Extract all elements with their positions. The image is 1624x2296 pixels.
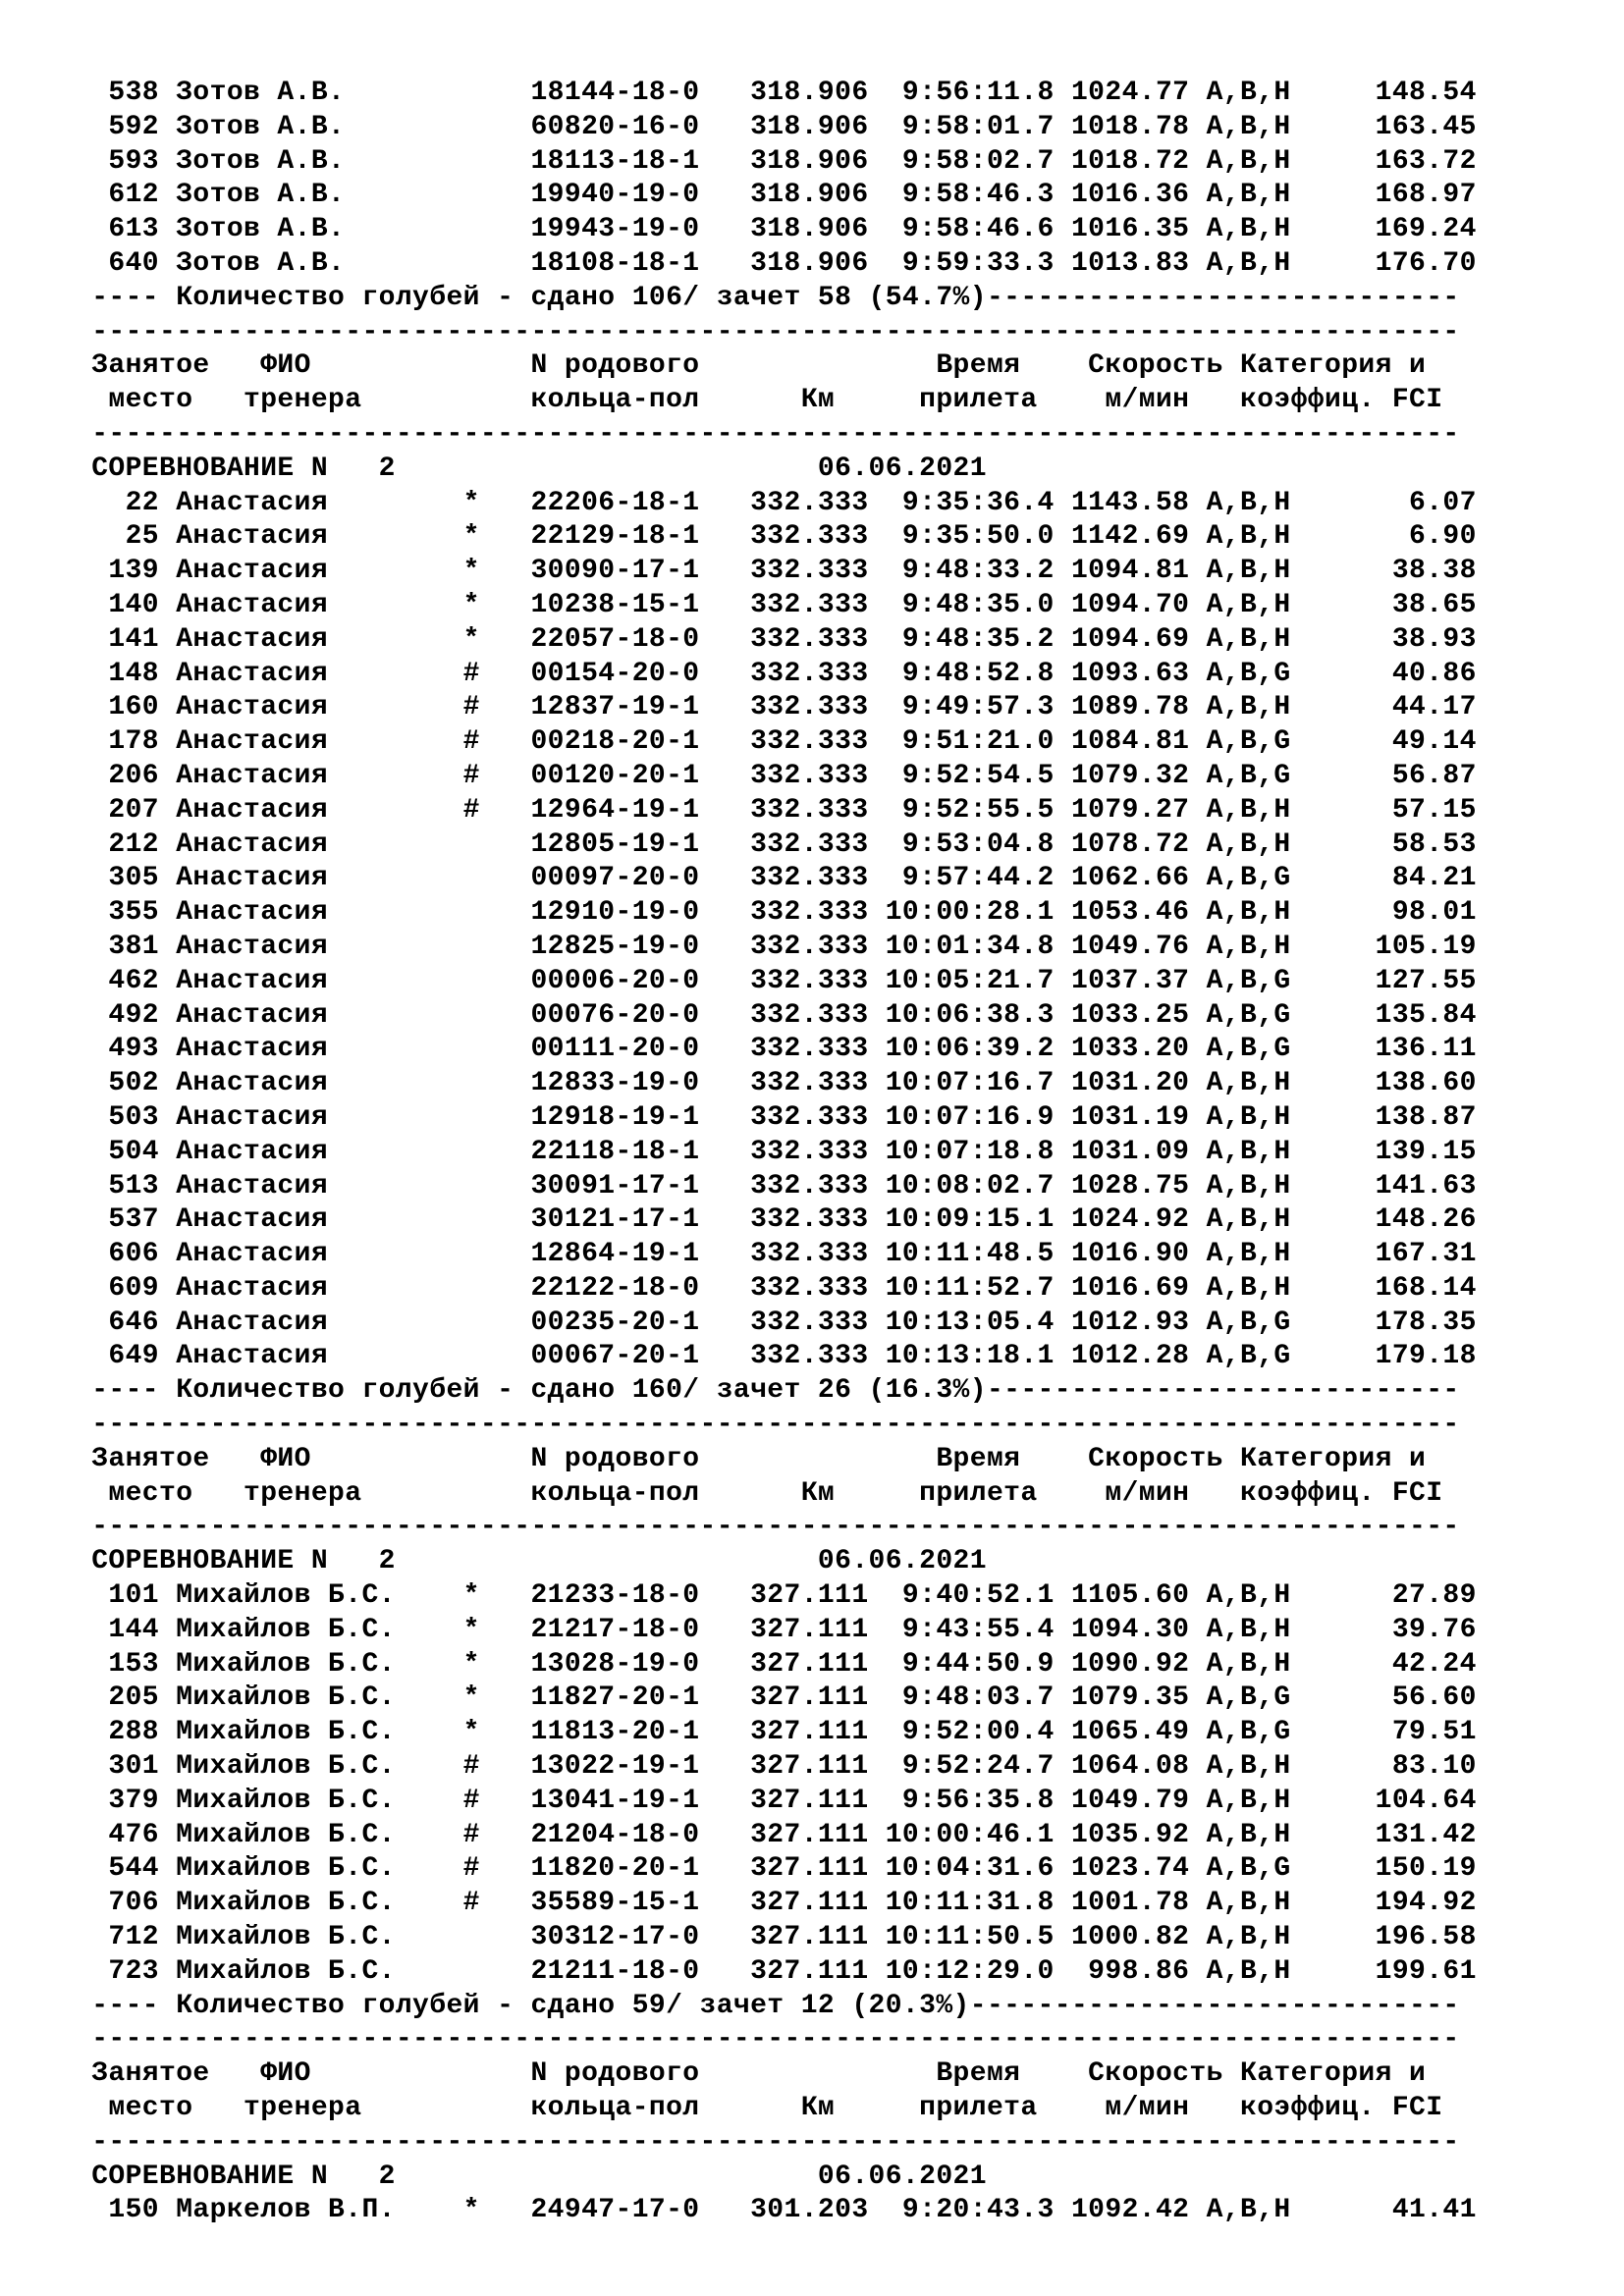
result-row: 493 Анастасия 00111-20-0 332.333 10:06:39.2 1033.20 A,B,G 136.11 [75,1034,1477,1065]
result-row: 502 Анастасия 12833-19-0 332.333 10:07:16.7 1031.20 A,B,H 138.60 [75,1068,1477,1099]
result-row: 305 Анастасия 00097-20-0 332.333 9:57:44.2 1062.66 A,B,G 84.21 [75,863,1477,894]
result-row: 706 Михайлов Б.С. # 35589-15-1 327.111 10:11:31.8 1001.78 A,B,H 194.92 [75,1888,1477,1919]
result-row: 606 Анастасия 12864-19-1 332.333 10:11:48.5 1016.90 A,B,H 167.31 [75,1239,1477,1270]
result-row: 178 Анастасия # 00218-20-1 332.333 9:51:21.0 1084.81 A,B,G 49.14 [75,726,1477,758]
result-row: 25 Анастасия * 22129-18-1 332.333 9:35:50.0 1142.69 A,B,H 6.90 [75,521,1477,553]
divider-line: --------------------------------------------------------------------------------- [75,2126,1460,2158]
result-row: 537 Анастасия 30121-17-1 332.333 10:09:15.1 1024.92 A,B,H 148.26 [75,1204,1477,1236]
result-row: 462 Анастасия 00006-20-0 332.333 10:05:21.7 1037.37 A,B,G 127.55 [75,965,1477,996]
divider-line: --------------------------------------------------------------------------------- [75,1512,1460,1543]
result-row: 379 Михайлов Б.С. # 13041-19-1 327.111 9:56:35.8 1049.79 A,B,H 104.64 [75,1785,1477,1816]
result-row: 207 Анастасия # 12964-19-1 332.333 9:52:55.5 1079.27 A,B,H 57.15 [75,794,1477,826]
column-header-line-2: место тренера кольца-пол Км прилета м/мин коэффиц. FCI [75,385,1443,416]
result-row: 476 Михайлов Б.С. # 21204-18-0 327.111 10:00:46.1 1035.92 A,B,H 131.42 [75,1819,1477,1850]
result-row: 513 Анастасия 30091-17-1 332.333 10:08:02.7 1028.75 A,B,H 141.63 [75,1170,1477,1201]
result-row: 160 Анастасия # 12837-19-1 332.333 9:49:57.3 1089.78 A,B,H 44.17 [75,692,1477,723]
result-row: 649 Анастасия 00067-20-1 332.333 10:13:18.1 1012.28 A,B,G 179.18 [75,1341,1477,1372]
result-row: 544 Михайлов Б.С. # 11820-20-1 327.111 10:04:31.6 1023.74 A,B,G 150.19 [75,1853,1477,1885]
result-row: 288 Михайлов Б.С. * 11813-20-1 327.111 9:52:00.4 1065.49 A,B,G 79.51 [75,1717,1477,1748]
column-header-line-2: место тренера кольца-пол Км прилета м/мин коэффиц. FCI [75,2093,1443,2124]
result-row: 355 Анастасия 12910-19-0 332.333 10:00:28.1 1053.46 A,B,H 98.01 [75,897,1477,929]
result-row: 723 Михайлов Б.С. 21211-18-0 327.111 10:12:29.0 998.86 A,B,H 199.61 [75,1955,1477,1987]
result-row: 381 Анастасия 12825-19-0 332.333 10:01:34.8 1049.76 A,B,H 105.19 [75,931,1477,962]
competition-title: СОРЕВНОВАНИЕ N 2 06.06.2021 [75,2161,987,2192]
result-row: 538 Зотов А.В. 18144-18-0 318.906 9:56:11.8 1024.77 A,B,H 148.54 [75,78,1477,108]
competition-title: СОРЕВНОВАНИЕ N 2 06.06.2021 [75,453,987,484]
result-row: 712 Михайлов Б.С. 30312-17-0 327.111 10:11:50.5 1000.82 A,B,H 196.58 [75,1922,1477,1953]
result-row: 22 Анастасия * 22206-18-1 332.333 9:35:36.4 1143.58 A,B,H 6.07 [75,487,1477,518]
column-header-line-1: Занятое ФИО N родового Время Скорость Категория и [75,1443,1427,1474]
result-row: 592 Зотов А.В. 60820-16-0 318.906 9:58:01.7 1018.78 A,B,H 163.45 [75,111,1477,142]
column-header-line-2: место тренера кольца-пол Км прилета м/мин коэффиц. FCI [75,1477,1443,1509]
result-row: 206 Анастасия # 00120-20-1 332.333 9:52:54.5 1079.32 A,B,G 56.87 [75,760,1477,791]
result-row: 593 Зотов А.В. 18113-18-1 318.906 9:58:02.7 1018.72 A,B,H 163.72 [75,145,1477,177]
divider-line: --------------------------------------------------------------------------------- [75,1410,1460,1441]
divider-line: --------------------------------------------------------------------------------- [75,418,1460,450]
result-row: 492 Анастасия 00076-20-0 332.333 10:06:38.3 1033.25 A,B,G 135.84 [75,999,1477,1031]
competition-title: СОРЕВНОВАНИЕ N 2 06.06.2021 [75,1546,987,1577]
section-summary: ---- Количество голубей - сдано 160/ зачет 26 (16.3%)---------------------------- [75,1375,1460,1407]
section-summary: ---- Количество голубей - сдано 59/ зачет 12 (20.3%)----------------------------- [75,1990,1460,2021]
column-header-line-1: Занятое ФИО N родового Время Скорость Категория и [75,350,1427,382]
result-row: 153 Михайлов Б.С. * 13028-19-0 327.111 9:44:50.9 1090.92 A,B,H 42.24 [75,1648,1477,1680]
result-row: 144 Михайлов Б.С. * 21217-18-0 327.111 9:43:55.4 1094.30 A,B,H 39.76 [75,1614,1477,1645]
result-row: 212 Анастасия 12805-19-1 332.333 9:53:04.8 1078.72 A,B,H 58.53 [75,828,1477,860]
results-document [75,77,1477,2228]
result-row: 613 Зотов А.В. 19943-19-0 318.906 9:58:46.6 1016.35 A,B,H 169.24 [75,214,1477,245]
result-row: 301 Михайлов Б.С. # 13022-19-1 327.111 9:52:24.7 1064.08 A,B,H 83.10 [75,1751,1477,1783]
result-row: 612 Зотов А.В. 19940-19-0 318.906 9:58:46.3 1016.36 A,B,H 168.97 [75,180,1477,211]
result-row: 646 Анастасия 00235-20-1 332.333 10:13:05.4 1012.93 A,B,G 178.35 [75,1307,1477,1338]
result-row: 148 Анастасия # 00154-20-0 332.333 9:48:52.8 1093.63 A,B,G 40.86 [75,658,1477,689]
divider-line: --------------------------------------------------------------------------------- [75,316,1460,347]
result-row: 504 Анастасия 22118-18-1 332.333 10:07:18.8 1031.09 A,B,H 139.15 [75,1136,1477,1167]
result-row: 141 Анастасия * 22057-18-0 332.333 9:48:35.2 1094.69 A,B,H 38.93 [75,623,1477,655]
result-row: 101 Михайлов Б.С. * 21233-18-0 327.111 9:40:52.1 1105.60 A,B,H 27.89 [75,1580,1477,1612]
result-row: 139 Анастасия * 30090-17-1 332.333 9:48:33.2 1094.81 A,B,H 38.38 [75,556,1477,587]
section-summary: ---- Количество голубей - сдано 106/ зачет 58 (54.7%)---------------------------- [75,282,1460,313]
result-row: 150 Маркелов В.П. * 24947-17-0 301.203 9:20:43.3 1092.42 A,B,H 41.41 [75,2195,1477,2226]
divider-line: --------------------------------------------------------------------------------- [75,2024,1460,2056]
result-row: 609 Анастасия 22122-18-0 332.333 10:11:52.7 1016.69 A,B,H 168.14 [75,1272,1477,1304]
result-row: 640 Зотов А.В. 18108-18-1 318.906 9:59:33.3 1013.83 A,B,H 176.70 [75,247,1477,279]
result-row: 140 Анастасия * 10238-15-1 332.333 9:48:35.0 1094.70 A,B,H 38.65 [75,589,1477,620]
result-row: 503 Анастасия 12918-19-1 332.333 10:07:16.9 1031.19 A,B,H 138.87 [75,1101,1477,1133]
column-header-line-1: Занятое ФИО N родового Время Скорость Категория и [75,2058,1427,2090]
result-row: 205 Михайлов Б.С. * 11827-20-1 327.111 9:48:03.7 1079.35 A,B,G 56.60 [75,1682,1477,1714]
